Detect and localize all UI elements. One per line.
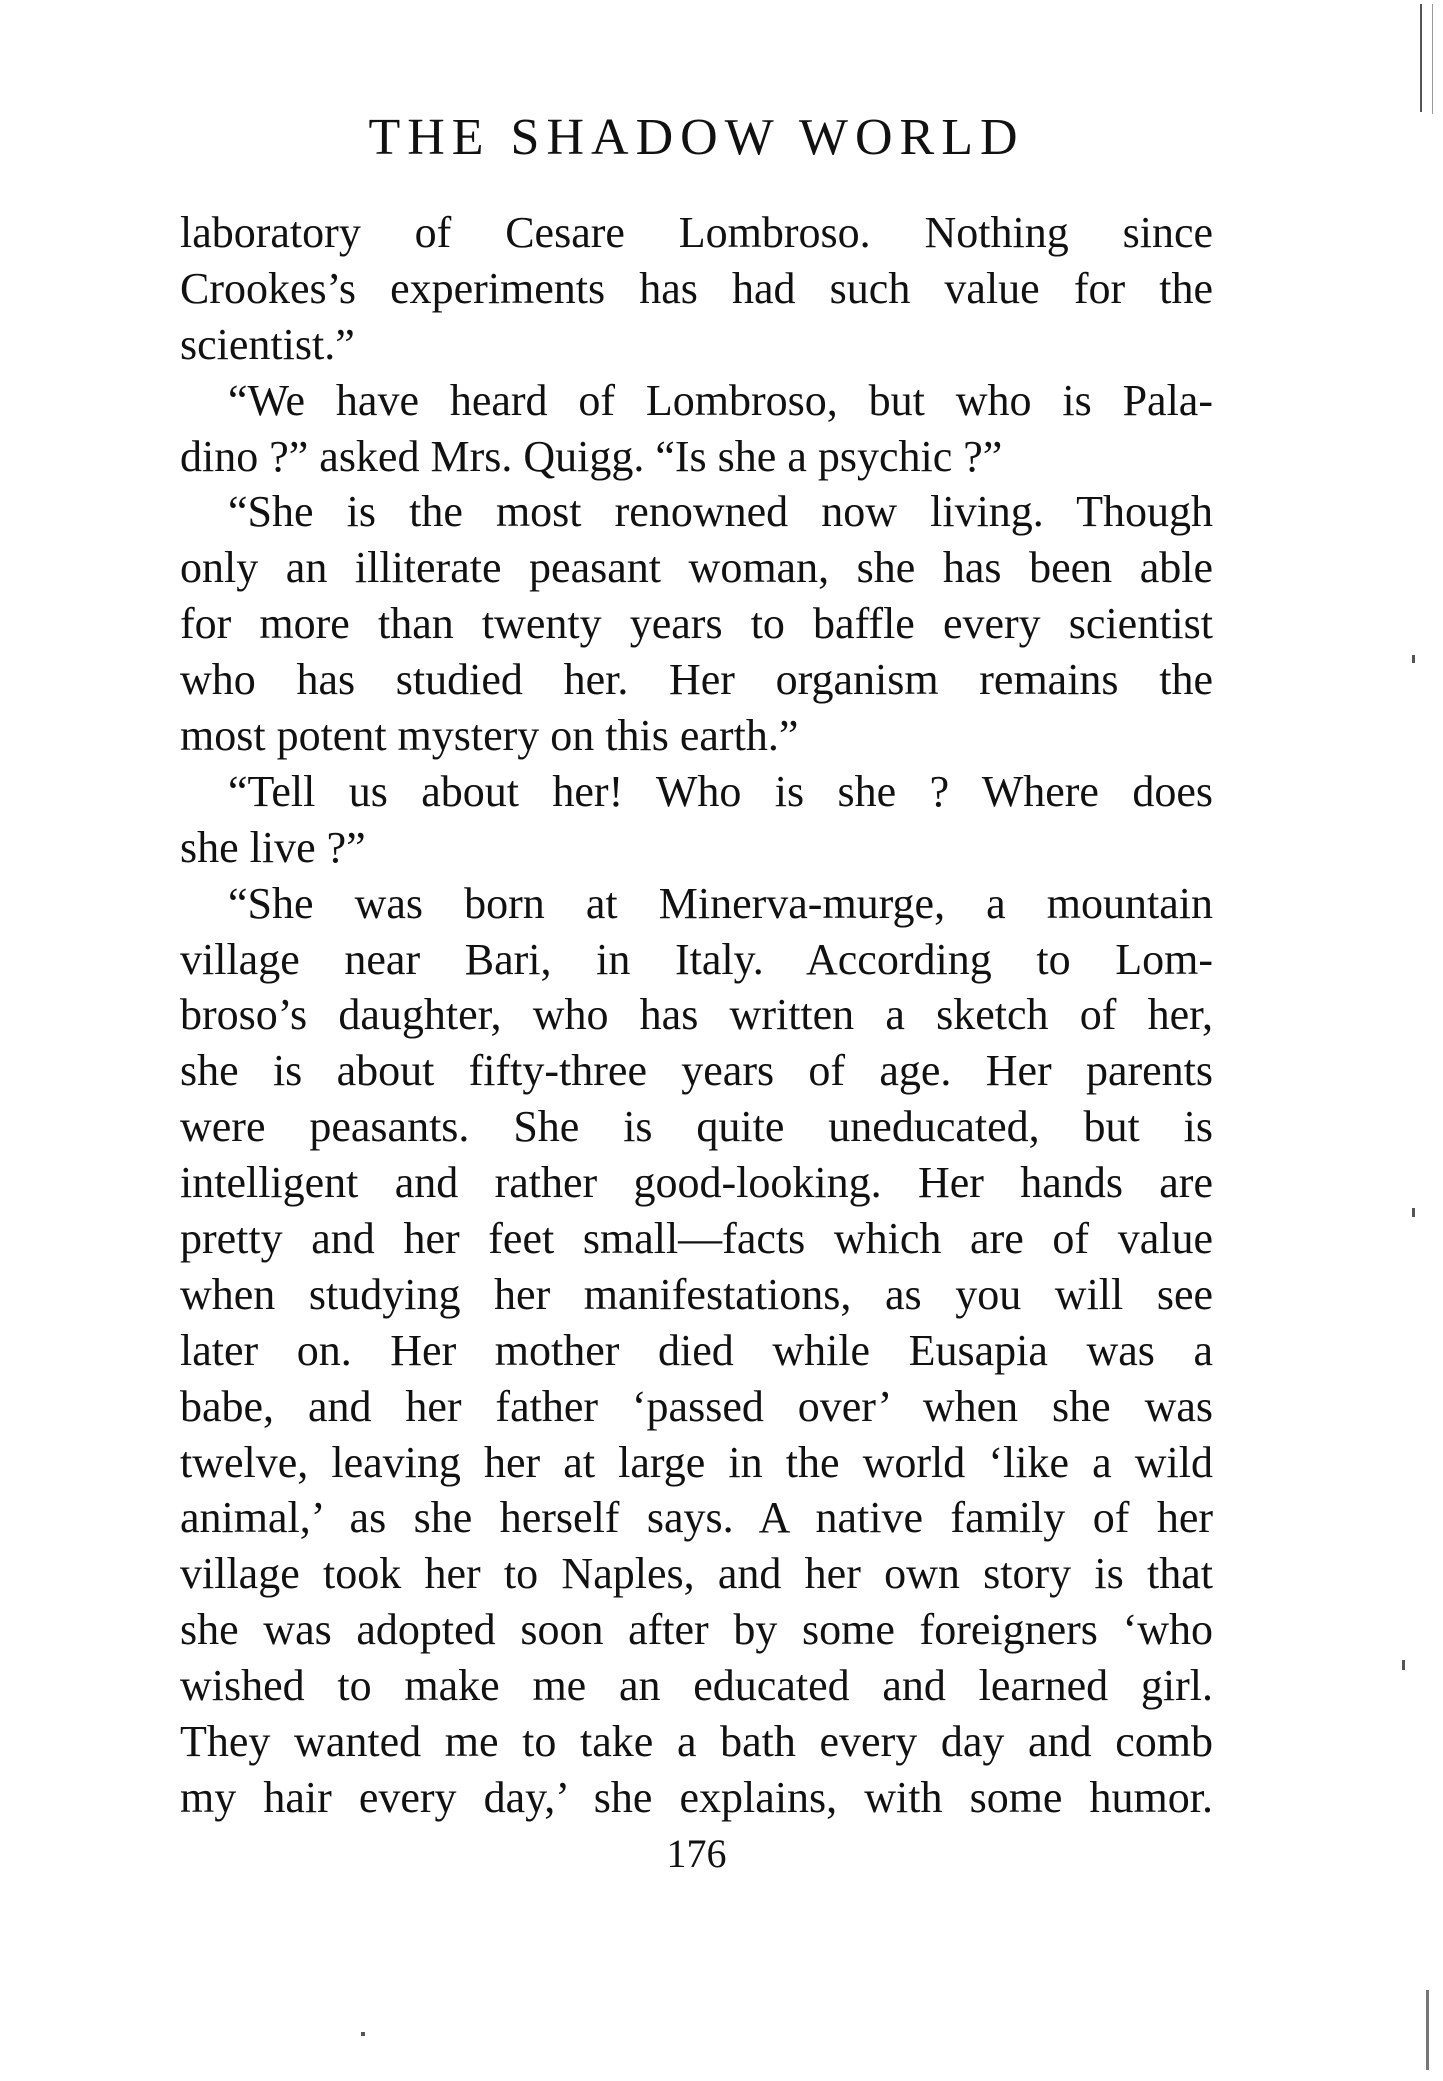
text-line: “She was born at Minerva-murge, a mountain xyxy=(228,878,1213,928)
text-line: wished to make me an educated and learned girl. xyxy=(180,1661,1213,1711)
text-line: village took her to Naples, and her own story is that xyxy=(180,1549,1213,1599)
text-line: “We have heard of Lombroso, but who is Pala- xyxy=(228,375,1213,425)
text-line: intelligent and rather good-looking. Her hands are xyxy=(180,1158,1213,1208)
scan-edge-line xyxy=(1426,1990,1429,2070)
text-line: Crookes’s experiments has had such value for the xyxy=(180,263,1213,313)
text-line: “Tell us about her! Who is she ? Where does xyxy=(228,766,1213,816)
running-head: THE SHADOW WORLD xyxy=(368,109,1025,166)
text-line: who has studied her. Her organism remains the xyxy=(180,655,1213,705)
scan-edge-dot xyxy=(1402,1660,1405,1670)
scan-dot xyxy=(361,2032,365,2036)
text-line: pretty and her feet small—facts which are of value xyxy=(180,1214,1213,1264)
scan-edge-line xyxy=(1432,4,1433,114)
text-line: broso’s daughter, who has written a sketch of her, xyxy=(180,990,1213,1040)
text-line: village near Bari, in Italy. According to Lom- xyxy=(180,934,1213,984)
page-number: 176 xyxy=(666,1831,727,1876)
text-line: “She is the most renowned now living. Though xyxy=(228,487,1213,537)
text-line: most potent mystery on this earth.” xyxy=(180,711,799,761)
text-line: scientist.” xyxy=(180,319,355,369)
text-line: They wanted me to take a bath every day and comb xyxy=(180,1717,1213,1767)
scan-edge-line xyxy=(1420,4,1422,112)
scan-edge-dot xyxy=(1412,655,1415,663)
text-line: she live ?” xyxy=(180,822,366,872)
text-line: twelve, leaving her at large in the world ‘like a wild xyxy=(180,1437,1213,1487)
text-line: later on. Her mother died while Eusapia was a xyxy=(180,1325,1213,1375)
body-text xyxy=(180,205,1213,1826)
text-line: animal,’ as she herself says. A native family of her xyxy=(180,1493,1213,1543)
text-line: when studying her manifestations, as you will see xyxy=(180,1269,1213,1319)
text-line: only an illiterate peasant woman, she has been able xyxy=(180,543,1213,593)
text-line: babe, and her father ‘passed over’ when she was xyxy=(180,1381,1213,1431)
text-line: she was adopted soon after by some foreigners ‘who xyxy=(180,1605,1213,1655)
text-line: dino ?” asked Mrs. Quigg. “Is she a psychic ?” xyxy=(180,431,1003,481)
text-line: she is about fifty-three years of age. Her parents xyxy=(180,1046,1213,1096)
text-line: laboratory of Cesare Lombroso. Nothing since xyxy=(180,208,1213,257)
scan-edge-dot xyxy=(1412,1208,1415,1217)
text-line: were peasants. She is quite uneducated, but is xyxy=(180,1102,1213,1152)
text-line: for more than twenty years to baffle every scientist xyxy=(180,599,1213,649)
text-line: my hair every day,’ she explains, with some humor. xyxy=(180,1772,1213,1822)
